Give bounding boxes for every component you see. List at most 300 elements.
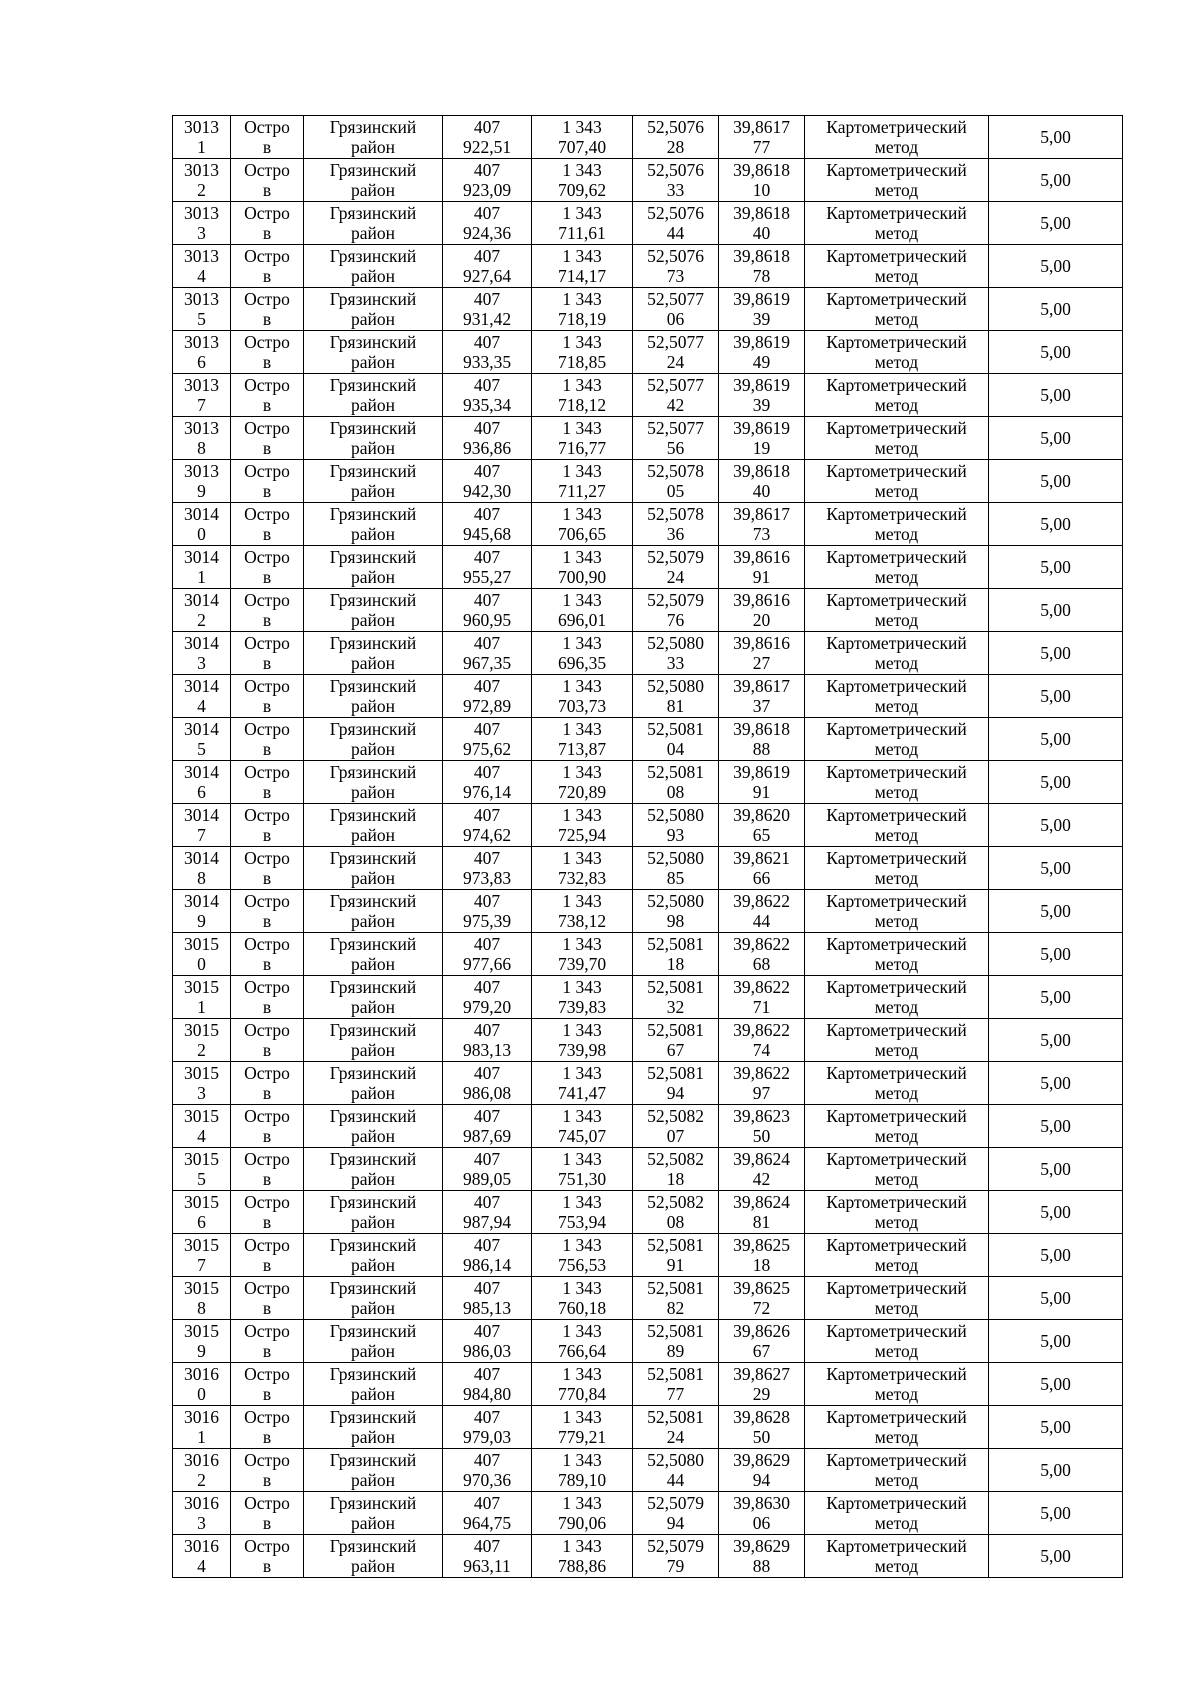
- locality-cell: Остро в: [231, 1148, 304, 1191]
- district-cell: Грязинский район: [304, 1449, 443, 1492]
- longitude-cell: 39,8617 73: [719, 503, 805, 546]
- x-coordinate-cell: 407 945,68: [443, 503, 532, 546]
- longitude-cell: 39,8624 42: [719, 1148, 805, 1191]
- method-cell: Картометрический метод: [805, 374, 989, 417]
- latitude-cell: 52,5081 04: [633, 718, 719, 761]
- table-row: [173, 417, 1123, 460]
- longitude-cell: 39,8627 29: [719, 1363, 805, 1406]
- table-row: [173, 331, 1123, 374]
- point-number-cell: 3015 8: [173, 1277, 231, 1320]
- latitude-cell: 52,5079 79: [633, 1535, 719, 1578]
- longitude-cell: 39,8618 10: [719, 159, 805, 202]
- x-coordinate-cell: 407 987,94: [443, 1191, 532, 1234]
- accuracy-cell: 5,00: [989, 417, 1123, 460]
- longitude-cell: 39,8628 50: [719, 1406, 805, 1449]
- district-cell: Грязинский район: [304, 976, 443, 1019]
- x-coordinate-cell: 407 931,42: [443, 288, 532, 331]
- accuracy-cell: 5,00: [989, 245, 1123, 288]
- method-cell: Картометрический метод: [805, 288, 989, 331]
- accuracy-cell: 5,00: [989, 847, 1123, 890]
- method-cell: Картометрический метод: [805, 589, 989, 632]
- x-coordinate-cell: 407 927,64: [443, 245, 532, 288]
- y-coordinate-cell: 1 343 745,07: [532, 1105, 633, 1148]
- district-cell: Грязинский район: [304, 804, 443, 847]
- x-coordinate-cell: 407 989,05: [443, 1148, 532, 1191]
- y-coordinate-cell: 1 343 790,06: [532, 1492, 633, 1535]
- y-coordinate-cell: 1 343 751,30: [532, 1148, 633, 1191]
- point-number-cell: 3014 2: [173, 589, 231, 632]
- longitude-cell: 39,8623 50: [719, 1105, 805, 1148]
- method-cell: Картометрический метод: [805, 1320, 989, 1363]
- latitude-cell: 52,5080 98: [633, 890, 719, 933]
- longitude-cell: 39,8621 66: [719, 847, 805, 890]
- x-coordinate-cell: 407 942,30: [443, 460, 532, 503]
- accuracy-cell: 5,00: [989, 116, 1123, 159]
- table-row: [173, 202, 1123, 245]
- point-number-cell: 3013 8: [173, 417, 231, 460]
- latitude-cell: 52,5080 85: [633, 847, 719, 890]
- table-row: [173, 288, 1123, 331]
- longitude-cell: 39,8625 72: [719, 1277, 805, 1320]
- method-cell: Картометрический метод: [805, 1363, 989, 1406]
- latitude-cell: 52,5078 05: [633, 460, 719, 503]
- point-number-cell: 3015 5: [173, 1148, 231, 1191]
- latitude-cell: 52,5080 93: [633, 804, 719, 847]
- locality-cell: Остро в: [231, 503, 304, 546]
- y-coordinate-cell: 1 343 696,01: [532, 589, 633, 632]
- latitude-cell: 52,5081 94: [633, 1062, 719, 1105]
- district-cell: Грязинский район: [304, 1406, 443, 1449]
- method-cell: Картометрический метод: [805, 417, 989, 460]
- latitude-cell: 52,5081 67: [633, 1019, 719, 1062]
- method-cell: Картометрический метод: [805, 1062, 989, 1105]
- method-cell: Картометрический метод: [805, 331, 989, 374]
- latitude-cell: 52,5078 36: [633, 503, 719, 546]
- x-coordinate-cell: 407 987,69: [443, 1105, 532, 1148]
- district-cell: Грязинский район: [304, 503, 443, 546]
- longitude-cell: 39,8629 88: [719, 1535, 805, 1578]
- accuracy-cell: 5,00: [989, 374, 1123, 417]
- latitude-cell: 52,5077 56: [633, 417, 719, 460]
- locality-cell: Остро в: [231, 374, 304, 417]
- longitude-cell: 39,8618 88: [719, 718, 805, 761]
- locality-cell: Остро в: [231, 804, 304, 847]
- point-number-cell: 3014 7: [173, 804, 231, 847]
- locality-cell: Остро в: [231, 245, 304, 288]
- x-coordinate-cell: 407 936,86: [443, 417, 532, 460]
- district-cell: Грязинский район: [304, 933, 443, 976]
- locality-cell: Остро в: [231, 847, 304, 890]
- table-row: [173, 1105, 1123, 1148]
- locality-cell: Остро в: [231, 417, 304, 460]
- point-number-cell: 3013 6: [173, 331, 231, 374]
- table-row: [173, 1320, 1123, 1363]
- table-row: [173, 1492, 1123, 1535]
- locality-cell: Остро в: [231, 460, 304, 503]
- district-cell: Грязинский район: [304, 460, 443, 503]
- table-row: [173, 1449, 1123, 1492]
- accuracy-cell: 5,00: [989, 890, 1123, 933]
- accuracy-cell: 5,00: [989, 546, 1123, 589]
- latitude-cell: 52,5080 33: [633, 632, 719, 675]
- x-coordinate-cell: 407 973,83: [443, 847, 532, 890]
- accuracy-cell: 5,00: [989, 1492, 1123, 1535]
- latitude-cell: 52,5082 18: [633, 1148, 719, 1191]
- y-coordinate-cell: 1 343 720,89: [532, 761, 633, 804]
- longitude-cell: 39,8630 06: [719, 1492, 805, 1535]
- y-coordinate-cell: 1 343 760,18: [532, 1277, 633, 1320]
- point-number-cell: 3015 3: [173, 1062, 231, 1105]
- table-row: [173, 1277, 1123, 1320]
- y-coordinate-cell: 1 343 714,17: [532, 245, 633, 288]
- longitude-cell: 39,8622 71: [719, 976, 805, 1019]
- latitude-cell: 52,5077 42: [633, 374, 719, 417]
- point-number-cell: 3014 6: [173, 761, 231, 804]
- locality-cell: Остро в: [231, 1105, 304, 1148]
- x-coordinate-cell: 407 984,80: [443, 1363, 532, 1406]
- method-cell: Картометрический метод: [805, 503, 989, 546]
- accuracy-cell: 5,00: [989, 933, 1123, 976]
- y-coordinate-cell: 1 343 789,10: [532, 1449, 633, 1492]
- method-cell: Картометрический метод: [805, 202, 989, 245]
- district-cell: Грязинский район: [304, 546, 443, 589]
- locality-cell: Остро в: [231, 1406, 304, 1449]
- table-row: [173, 374, 1123, 417]
- longitude-cell: 39,8619 39: [719, 288, 805, 331]
- y-coordinate-cell: 1 343 706,65: [532, 503, 633, 546]
- longitude-cell: 39,8616 27: [719, 632, 805, 675]
- table-row: [173, 1148, 1123, 1191]
- district-cell: Грязинский район: [304, 417, 443, 460]
- district-cell: Грязинский район: [304, 589, 443, 632]
- x-coordinate-cell: 407 955,27: [443, 546, 532, 589]
- table-row: [173, 761, 1123, 804]
- coordinates-table: [172, 115, 1123, 1578]
- method-cell: Картометрический метод: [805, 847, 989, 890]
- point-number-cell: 3015 4: [173, 1105, 231, 1148]
- table-row: [173, 847, 1123, 890]
- latitude-cell: 52,5076 73: [633, 245, 719, 288]
- district-cell: Грязинский район: [304, 1535, 443, 1578]
- document-page: [172, 115, 1122, 1578]
- district-cell: Грязинский район: [304, 159, 443, 202]
- x-coordinate-cell: 407 960,95: [443, 589, 532, 632]
- point-number-cell: 3016 1: [173, 1406, 231, 1449]
- y-coordinate-cell: 1 343 739,70: [532, 933, 633, 976]
- point-number-cell: 3013 9: [173, 460, 231, 503]
- accuracy-cell: 5,00: [989, 331, 1123, 374]
- method-cell: Картометрический метод: [805, 933, 989, 976]
- table-row: [173, 460, 1123, 503]
- accuracy-cell: 5,00: [989, 632, 1123, 675]
- table-row: [173, 546, 1123, 589]
- locality-cell: Остро в: [231, 632, 304, 675]
- accuracy-cell: 5,00: [989, 718, 1123, 761]
- district-cell: Грязинский район: [304, 847, 443, 890]
- method-cell: Картометрический метод: [805, 890, 989, 933]
- x-coordinate-cell: 407 979,03: [443, 1406, 532, 1449]
- longitude-cell: 39,8622 68: [719, 933, 805, 976]
- latitude-cell: 52,5082 07: [633, 1105, 719, 1148]
- x-coordinate-cell: 407 933,35: [443, 331, 532, 374]
- method-cell: Картометрический метод: [805, 804, 989, 847]
- locality-cell: Остро в: [231, 718, 304, 761]
- accuracy-cell: 5,00: [989, 761, 1123, 804]
- locality-cell: Остро в: [231, 1320, 304, 1363]
- district-cell: Грязинский район: [304, 1191, 443, 1234]
- district-cell: Грязинский район: [304, 1019, 443, 1062]
- table-row: [173, 159, 1123, 202]
- latitude-cell: 52,5080 81: [633, 675, 719, 718]
- y-coordinate-cell: 1 343 741,47: [532, 1062, 633, 1105]
- x-coordinate-cell: 407 923,09: [443, 159, 532, 202]
- district-cell: Грязинский район: [304, 374, 443, 417]
- method-cell: Картометрический метод: [805, 761, 989, 804]
- latitude-cell: 52,5081 32: [633, 976, 719, 1019]
- latitude-cell: 52,5081 18: [633, 933, 719, 976]
- latitude-cell: 52,5081 91: [633, 1234, 719, 1277]
- locality-cell: Остро в: [231, 675, 304, 718]
- latitude-cell: 52,5077 06: [633, 288, 719, 331]
- accuracy-cell: 5,00: [989, 1406, 1123, 1449]
- locality-cell: Остро в: [231, 159, 304, 202]
- y-coordinate-cell: 1 343 770,84: [532, 1363, 633, 1406]
- table-row: [173, 718, 1123, 761]
- accuracy-cell: 5,00: [989, 503, 1123, 546]
- longitude-cell: 39,8619 91: [719, 761, 805, 804]
- longitude-cell: 39,8622 44: [719, 890, 805, 933]
- y-coordinate-cell: 1 343 703,73: [532, 675, 633, 718]
- locality-cell: Остро в: [231, 1535, 304, 1578]
- district-cell: Грязинский район: [304, 245, 443, 288]
- point-number-cell: 3014 8: [173, 847, 231, 890]
- district-cell: Грязинский район: [304, 632, 443, 675]
- accuracy-cell: 5,00: [989, 1191, 1123, 1234]
- y-coordinate-cell: 1 343 718,19: [532, 288, 633, 331]
- method-cell: Картометрический метод: [805, 718, 989, 761]
- latitude-cell: 52,5081 89: [633, 1320, 719, 1363]
- district-cell: Грязинский район: [304, 1062, 443, 1105]
- method-cell: Картометрический метод: [805, 1406, 989, 1449]
- method-cell: Картометрический метод: [805, 1234, 989, 1277]
- accuracy-cell: 5,00: [989, 288, 1123, 331]
- y-coordinate-cell: 1 343 725,94: [532, 804, 633, 847]
- accuracy-cell: 5,00: [989, 159, 1123, 202]
- district-cell: Грязинский район: [304, 1148, 443, 1191]
- locality-cell: Остро в: [231, 202, 304, 245]
- accuracy-cell: 5,00: [989, 1363, 1123, 1406]
- y-coordinate-cell: 1 343 709,62: [532, 159, 633, 202]
- table-body: [173, 116, 1123, 1578]
- district-cell: Грязинский район: [304, 1320, 443, 1363]
- x-coordinate-cell: 407 935,34: [443, 374, 532, 417]
- latitude-cell: 52,5081 82: [633, 1277, 719, 1320]
- method-cell: Картометрический метод: [805, 546, 989, 589]
- y-coordinate-cell: 1 343 739,98: [532, 1019, 633, 1062]
- locality-cell: Остро в: [231, 288, 304, 331]
- district-cell: Грязинский район: [304, 331, 443, 374]
- x-coordinate-cell: 407 924,36: [443, 202, 532, 245]
- locality-cell: Остро в: [231, 890, 304, 933]
- district-cell: Грязинский район: [304, 675, 443, 718]
- x-coordinate-cell: 407 963,11: [443, 1535, 532, 1578]
- latitude-cell: 52,5081 24: [633, 1406, 719, 1449]
- district-cell: Грязинский район: [304, 1105, 443, 1148]
- latitude-cell: 52,5076 33: [633, 159, 719, 202]
- latitude-cell: 52,5081 77: [633, 1363, 719, 1406]
- latitude-cell: 52,5079 24: [633, 546, 719, 589]
- point-number-cell: 3016 0: [173, 1363, 231, 1406]
- y-coordinate-cell: 1 343 700,90: [532, 546, 633, 589]
- longitude-cell: 39,8616 91: [719, 546, 805, 589]
- x-coordinate-cell: 407 974,62: [443, 804, 532, 847]
- accuracy-cell: 5,00: [989, 1535, 1123, 1578]
- x-coordinate-cell: 407 976,14: [443, 761, 532, 804]
- method-cell: Картометрический метод: [805, 460, 989, 503]
- district-cell: Грязинский район: [304, 718, 443, 761]
- point-number-cell: 3015 9: [173, 1320, 231, 1363]
- table-row: [173, 245, 1123, 288]
- method-cell: Картометрический метод: [805, 976, 989, 1019]
- point-number-cell: 3015 0: [173, 933, 231, 976]
- accuracy-cell: 5,00: [989, 1019, 1123, 1062]
- district-cell: Грязинский район: [304, 288, 443, 331]
- point-number-cell: 3016 4: [173, 1535, 231, 1578]
- y-coordinate-cell: 1 343 711,61: [532, 202, 633, 245]
- locality-cell: Остро в: [231, 1191, 304, 1234]
- method-cell: Картометрический метод: [805, 1535, 989, 1578]
- method-cell: Картометрический метод: [805, 1148, 989, 1191]
- locality-cell: Остро в: [231, 589, 304, 632]
- x-coordinate-cell: 407 986,08: [443, 1062, 532, 1105]
- x-coordinate-cell: 407 986,03: [443, 1320, 532, 1363]
- x-coordinate-cell: 407 972,89: [443, 675, 532, 718]
- table-row: [173, 933, 1123, 976]
- accuracy-cell: 5,00: [989, 1062, 1123, 1105]
- district-cell: Грязинский район: [304, 1492, 443, 1535]
- locality-cell: Остро в: [231, 1019, 304, 1062]
- y-coordinate-cell: 1 343 711,27: [532, 460, 633, 503]
- point-number-cell: 3014 1: [173, 546, 231, 589]
- longitude-cell: 39,8624 81: [719, 1191, 805, 1234]
- y-coordinate-cell: 1 343 707,40: [532, 116, 633, 159]
- district-cell: Грязинский район: [304, 1363, 443, 1406]
- y-coordinate-cell: 1 343 732,83: [532, 847, 633, 890]
- x-coordinate-cell: 407 983,13: [443, 1019, 532, 1062]
- table-row: [173, 804, 1123, 847]
- table-row: [173, 632, 1123, 675]
- y-coordinate-cell: 1 343 756,53: [532, 1234, 633, 1277]
- point-number-cell: 3014 5: [173, 718, 231, 761]
- latitude-cell: 52,5080 44: [633, 1449, 719, 1492]
- y-coordinate-cell: 1 343 738,12: [532, 890, 633, 933]
- point-number-cell: 3015 6: [173, 1191, 231, 1234]
- locality-cell: Остро в: [231, 546, 304, 589]
- method-cell: Картометрический метод: [805, 116, 989, 159]
- y-coordinate-cell: 1 343 766,64: [532, 1320, 633, 1363]
- table-row: [173, 675, 1123, 718]
- latitude-cell: 52,5079 94: [633, 1492, 719, 1535]
- method-cell: Картометрический метод: [805, 675, 989, 718]
- table-row: [173, 1406, 1123, 1449]
- latitude-cell: 52,5082 08: [633, 1191, 719, 1234]
- point-number-cell: 3013 5: [173, 288, 231, 331]
- method-cell: Картометрический метод: [805, 1191, 989, 1234]
- accuracy-cell: 5,00: [989, 202, 1123, 245]
- point-number-cell: 3014 3: [173, 632, 231, 675]
- x-coordinate-cell: 407 986,14: [443, 1234, 532, 1277]
- y-coordinate-cell: 1 343 739,83: [532, 976, 633, 1019]
- accuracy-cell: 5,00: [989, 1449, 1123, 1492]
- longitude-cell: 39,8619 49: [719, 331, 805, 374]
- y-coordinate-cell: 1 343 713,87: [532, 718, 633, 761]
- accuracy-cell: 5,00: [989, 460, 1123, 503]
- accuracy-cell: 5,00: [989, 804, 1123, 847]
- x-coordinate-cell: 407 975,62: [443, 718, 532, 761]
- table-row: [173, 1363, 1123, 1406]
- longitude-cell: 39,8626 67: [719, 1320, 805, 1363]
- point-number-cell: 3015 1: [173, 976, 231, 1019]
- table-row: [173, 890, 1123, 933]
- longitude-cell: 39,8629 94: [719, 1449, 805, 1492]
- latitude-cell: 52,5079 76: [633, 589, 719, 632]
- locality-cell: Остро в: [231, 933, 304, 976]
- longitude-cell: 39,8622 97: [719, 1062, 805, 1105]
- method-cell: Картометрический метод: [805, 1105, 989, 1148]
- y-coordinate-cell: 1 343 779,21: [532, 1406, 633, 1449]
- accuracy-cell: 5,00: [989, 1234, 1123, 1277]
- point-number-cell: 3016 2: [173, 1449, 231, 1492]
- x-coordinate-cell: 407 922,51: [443, 116, 532, 159]
- latitude-cell: 52,5076 28: [633, 116, 719, 159]
- point-number-cell: 3015 7: [173, 1234, 231, 1277]
- longitude-cell: 39,8618 78: [719, 245, 805, 288]
- locality-cell: Остро в: [231, 331, 304, 374]
- x-coordinate-cell: 407 964,75: [443, 1492, 532, 1535]
- point-number-cell: 3013 4: [173, 245, 231, 288]
- locality-cell: Остро в: [231, 116, 304, 159]
- accuracy-cell: 5,00: [989, 1320, 1123, 1363]
- longitude-cell: 39,8622 74: [719, 1019, 805, 1062]
- locality-cell: Остро в: [231, 1062, 304, 1105]
- table-row: [173, 1535, 1123, 1578]
- longitude-cell: 39,8620 65: [719, 804, 805, 847]
- point-number-cell: 3015 2: [173, 1019, 231, 1062]
- method-cell: Картометрический метод: [805, 1277, 989, 1320]
- accuracy-cell: 5,00: [989, 1277, 1123, 1320]
- locality-cell: Остро в: [231, 1363, 304, 1406]
- method-cell: Картометрический метод: [805, 1449, 989, 1492]
- locality-cell: Остро в: [231, 761, 304, 804]
- x-coordinate-cell: 407 970,36: [443, 1449, 532, 1492]
- y-coordinate-cell: 1 343 716,77: [532, 417, 633, 460]
- latitude-cell: 52,5077 24: [633, 331, 719, 374]
- y-coordinate-cell: 1 343 753,94: [532, 1191, 633, 1234]
- district-cell: Грязинский район: [304, 1234, 443, 1277]
- locality-cell: Остро в: [231, 1234, 304, 1277]
- table-row: [173, 1191, 1123, 1234]
- accuracy-cell: 5,00: [989, 1105, 1123, 1148]
- table-row: [173, 1019, 1123, 1062]
- district-cell: Грязинский район: [304, 1277, 443, 1320]
- longitude-cell: 39,8619 39: [719, 374, 805, 417]
- point-number-cell: 3016 3: [173, 1492, 231, 1535]
- table-row: [173, 589, 1123, 632]
- longitude-cell: 39,8618 40: [719, 202, 805, 245]
- point-number-cell: 3013 1: [173, 116, 231, 159]
- point-number-cell: 3014 0: [173, 503, 231, 546]
- point-number-cell: 3014 9: [173, 890, 231, 933]
